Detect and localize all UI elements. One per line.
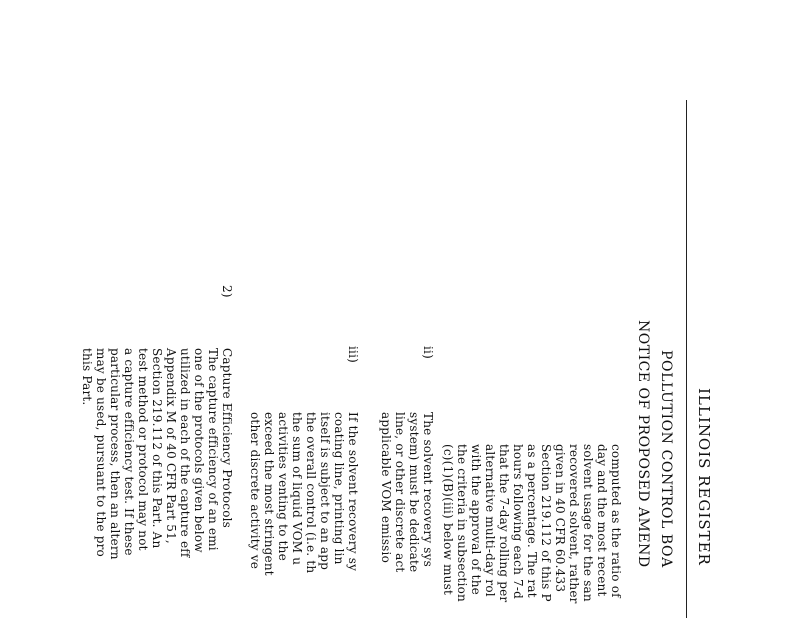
text-line: as a percentage. The rat <box>525 444 539 598</box>
text-line: other discrete activity ve <box>248 412 262 570</box>
text-line: Section 219.112 of this P <box>539 444 553 602</box>
text-line: recovered solvent, rather <box>567 444 581 604</box>
text-line: applicable VOM emissio <box>379 412 393 563</box>
notice-title: NOTICE OF PROPOSED AMEND <box>635 320 651 568</box>
text-line: utilized in each of the capture eff <box>178 348 192 558</box>
text-line: exceed the most stringent <box>262 412 276 576</box>
section-heading: Capture Efficiency Protocols <box>220 348 234 529</box>
item-label-iii: iii) <box>346 346 360 363</box>
item-label-2: 2) <box>220 285 234 298</box>
text-line: system) must be dedicate <box>407 412 421 573</box>
text-line: given in 40 CFR 60.433 <box>553 444 567 593</box>
header-rule <box>686 100 687 618</box>
text-line: hours following each 7-d <box>511 444 525 599</box>
item-label-ii: ii) <box>421 346 435 359</box>
text-line: If the solvent recovery sy <box>346 412 360 572</box>
text-line: test method or protocol may not <box>136 348 150 551</box>
text-line: line, or other discrete act <box>393 412 407 573</box>
text-line: particular process, then an altern <box>108 348 122 560</box>
text-line: a capture efficiency test. If these <box>122 348 136 556</box>
text-line: The solvent recovery sys <box>421 412 435 568</box>
text-line: with the approval of the <box>469 444 483 595</box>
text-line: the criteria in subsection <box>455 444 469 602</box>
text-line: the sum of liquid VOM u <box>290 412 304 566</box>
text-line: itself is subject to an app <box>318 412 332 571</box>
text-line: Appendix M of 40 CFR Part 51, <box>164 348 178 544</box>
text-line: solvent usage for the san <box>581 444 595 602</box>
text-line: that the 7-day rolling per <box>497 444 511 603</box>
text-line: activities venting to the <box>276 412 290 561</box>
text-line: may be used, pursuant to the pro <box>94 348 108 557</box>
register-title: ILLINOIS REGISTER <box>695 388 713 566</box>
text-line: coating line, printing lin <box>332 412 346 565</box>
text-line: alternative multi-day rol <box>483 444 497 597</box>
board-title: POLLUTION CONTROL BOA <box>658 350 674 568</box>
text-line: The capture efficiency of an emi <box>206 348 220 551</box>
text-line: Section 219.112 of this Part. An <box>150 348 164 549</box>
text-line: this Part. <box>80 348 94 406</box>
text-line: day and the most recent <box>595 444 609 597</box>
text-line: one of the protocols given below <box>192 348 206 553</box>
text-line: the overall control (i.e. th <box>304 412 318 574</box>
text-line: (c)(1)(B)(iii) below must <box>441 444 455 595</box>
text-line: computed as the ratio of <box>609 444 623 598</box>
